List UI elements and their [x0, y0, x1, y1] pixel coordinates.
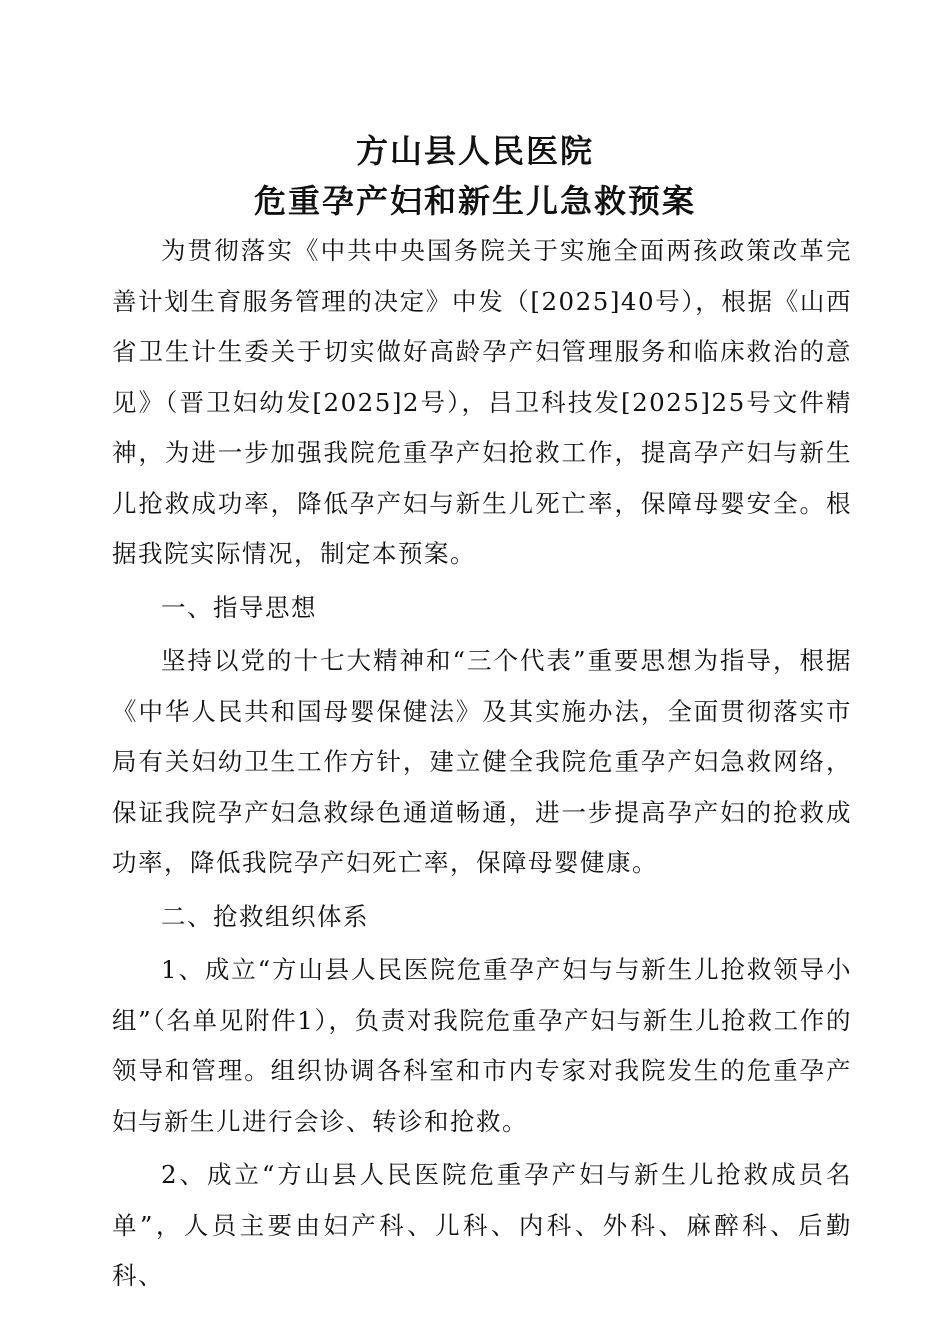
document-title-line-2: 危重孕产妇和新生儿急救预案 [253, 182, 696, 220]
paragraph-intro: 为贯彻落实《中共中央国务院关于实施全面两孩政策改革完善计划生育服务管理的决定》中发（[2025]40号），根据《山西省卫生计生委关于切实做好高龄孕产妇管理服务和临床救治的意见》（晋卫妇幼发[2025]2号），吕卫科技发[2025]25号文件精神，为进一步加强我院危重孕产妇抢救工作，提高孕产妇与新生儿抢救成功率，降低孕产妇与新生儿死亡率，保障母婴安全。根据我院实际情况，制定本预案。 [112, 236, 852, 568]
document-title-line-1: 方山县人民医院 [355, 132, 594, 170]
document-body [112, 226, 852, 1302]
section-heading-rescue-organization: 二、抢救组织体系 [161, 901, 369, 931]
paragraph-member-list: 2、成立“方山县人民医院危重孕产妇与新生儿抢救成员名单”，人员主要由妇产科、儿科、内科、外科、麻醉科、后勤科、 [112, 1160, 852, 1290]
paragraph-leadership-group: 1、成立“方山县人民医院危重孕产妇与与新生儿抢救领导小组”（名单见附件1），负责对我院危重孕产妇与新生儿抢救工作的领导和管理。组织协调各科室和市内专家对我院发生的危重孕产妇与新生儿进行会诊、转诊和抢救。 [112, 955, 852, 1136]
paragraph-guiding-ideology: 坚持以党的十七大精神和“三个代表”重要思想为指导，根据《中华人民共和国母婴保健法》及其实施办法，全面贯彻落实市局有关妇幼卫生工作方针，建立健全我院危重孕产妇急救网络，保证我院孕产妇急救绿色通道畅通，进一步提高孕产妇的抢救成功率，降低我院孕产妇死亡率，保障母婴健康。 [112, 646, 852, 877]
section-heading-guiding-ideology: 一、指导思想 [161, 592, 317, 622]
